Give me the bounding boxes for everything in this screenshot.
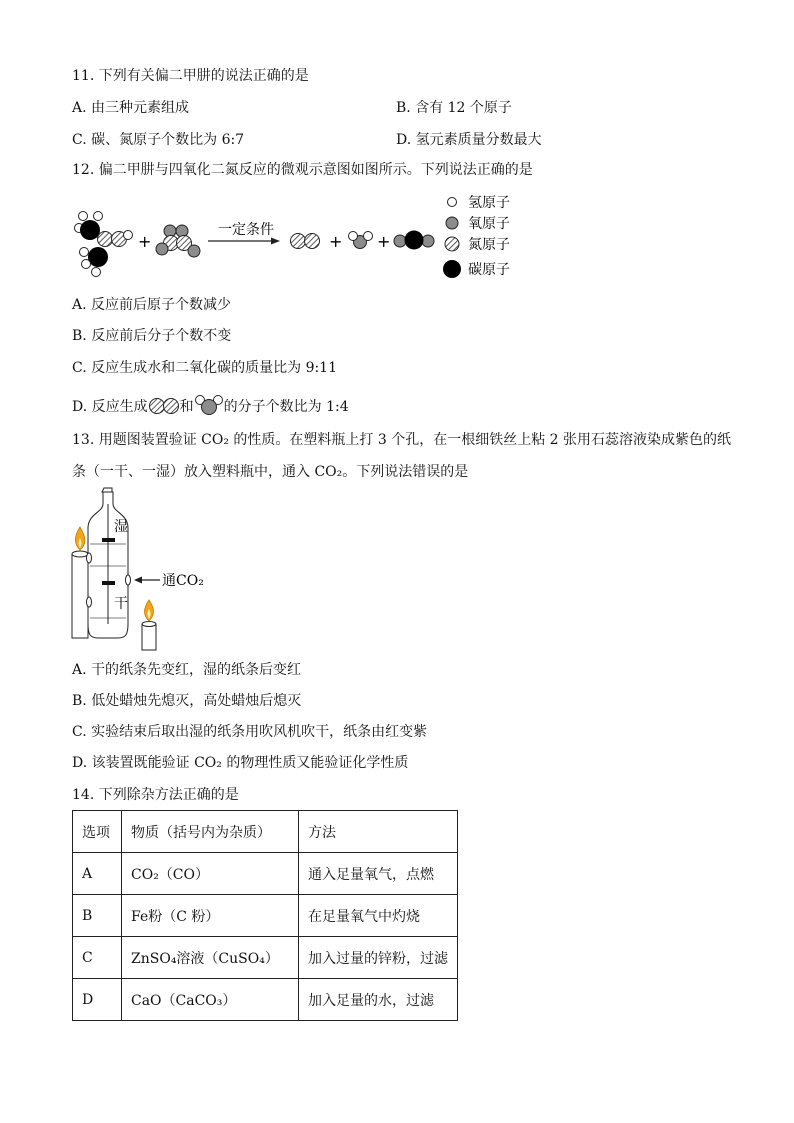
lower-hole	[87, 597, 92, 607]
q13-stem-line1: 13. 用题图装置验证 CO₂ 的性质。在塑料瓶上打 3 个孔，在一根细铁丝上粘 2 张用石蕊溶液染成紫色的纸	[72, 432, 732, 448]
q13-option-c: C. 实验结束后取出湿的纸条用吹风机吹干，纸条由红变紫	[72, 724, 428, 740]
q12-option-c: C. 反应生成水和二氧化碳的质量比为 9:11	[72, 360, 338, 376]
middle-hole	[126, 575, 131, 585]
product-co2-molecule	[394, 231, 434, 250]
q11-option-a: A. 由三种元素组成	[72, 100, 190, 116]
q12-option-d-mid: 和	[179, 399, 194, 415]
q12-stem: 12. 偏二甲肼与四氧化二氮反应的微观示意图如图所示。下列说法正确的是	[72, 162, 533, 178]
plus-sign-1: +	[138, 232, 152, 251]
row-b-option: B	[73, 895, 122, 937]
q12-option-b: B. 反应前后分子个数不变	[72, 328, 232, 344]
q13-option-b: B. 低处蜡烛先熄灭，高处蜡烛后熄灭	[72, 693, 302, 709]
plus-sign-2: +	[329, 232, 343, 251]
product-n2-molecule	[291, 234, 320, 249]
header-method: 方法	[299, 811, 458, 853]
header-option: 选项	[73, 811, 122, 853]
q11-stem: 11. 下列有关偏二甲肼的说法正确的是	[72, 68, 309, 84]
co2-bottle-apparatus	[68, 484, 218, 654]
plastic-bottle	[87, 488, 131, 638]
dry-paper-strip	[102, 581, 115, 585]
table-header-row	[73, 811, 458, 853]
product-water-molecule	[349, 232, 373, 249]
carbon-atom-legend-icon	[443, 260, 461, 278]
row-d-method: 加入足量的水，过滤	[299, 979, 458, 1021]
q12-option-d-suffix: 的分子个数比为 1:4	[223, 399, 349, 415]
co2-inlet-label: 通CO₂	[162, 573, 204, 589]
hydrogen-atom-legend-icon	[448, 198, 457, 207]
row-a-option: A	[73, 853, 122, 895]
oxygen-atom-legend-icon	[446, 217, 458, 229]
row-b-method: 在足量氧气中灼烧	[299, 895, 458, 937]
wet-paper-strip	[102, 538, 115, 542]
wet-strip-label: 湿	[114, 519, 128, 535]
reactant-n2o4-molecule	[156, 225, 200, 257]
legend-hydrogen-label: 氢原子	[468, 195, 510, 211]
q13-stem-line2: 条（一干、一湿）放入塑料瓶中，通入 CO₂。下列说法错误的是	[72, 464, 469, 480]
row-c-substance: ZnSO₄溶液（CuSO₄）	[122, 937, 299, 979]
impurity-removal-table	[72, 810, 458, 1021]
row-d-substance: CaO（CaCO₃）	[122, 979, 299, 1021]
table-row	[73, 853, 458, 895]
n2-molecule-inline-icon	[148, 396, 180, 416]
q12-option-a: A. 反应前后原子个数减少	[72, 297, 232, 313]
reaction-diagram	[72, 190, 532, 280]
q11-option-b: B. 含有 12 个原子	[396, 100, 512, 116]
row-a-substance: CO₂（CO）	[122, 853, 299, 895]
q11-option-d: D. 氢元素质量分数最大	[396, 132, 542, 148]
row-c-method: 加入过量的锌粉，过滤	[299, 937, 458, 979]
legend-carbon-label: 碳原子	[468, 262, 510, 278]
q12-option-d-prefix: D. 反应生成	[72, 399, 148, 415]
dry-strip-label: 干	[114, 596, 128, 612]
upper-hole	[87, 553, 92, 563]
q13-option-a: A. 干的纸条先变红，湿的纸条后变红	[72, 662, 302, 678]
table-row	[73, 937, 458, 979]
water-molecule-inline-icon	[194, 394, 224, 416]
plus-sign-3: +	[377, 232, 391, 251]
table-row	[73, 979, 458, 1021]
q13-option-d: D. 该装置既能验证 CO₂ 的物理性质又能验证化学性质	[72, 755, 409, 771]
q14-stem: 14. 下列除杂方法正确的是	[72, 787, 239, 803]
row-c-option: C	[73, 937, 122, 979]
atom-legend	[443, 195, 510, 278]
row-b-substance: Fe粉（C 粉）	[122, 895, 299, 937]
q11-option-c: C. 碳、氮原子个数比为 6:7	[72, 132, 245, 148]
row-d-option: D	[73, 979, 122, 1021]
legend-nitrogen-label: 氮原子	[468, 237, 510, 253]
nitrogen-atom-legend-icon	[445, 237, 459, 251]
short-candle	[142, 600, 156, 650]
tall-candle	[72, 527, 88, 638]
reactant-dimethylhydrazine-molecule	[75, 212, 133, 277]
table-row	[73, 895, 458, 937]
header-substance: 物质（括号内为杂质）	[122, 811, 299, 853]
row-a-method: 通入足量氧气，点燃	[299, 853, 458, 895]
reaction-condition-label: 一定条件	[218, 222, 274, 238]
legend-oxygen-label: 氧原子	[468, 216, 510, 232]
q12-option-d	[72, 394, 349, 417]
